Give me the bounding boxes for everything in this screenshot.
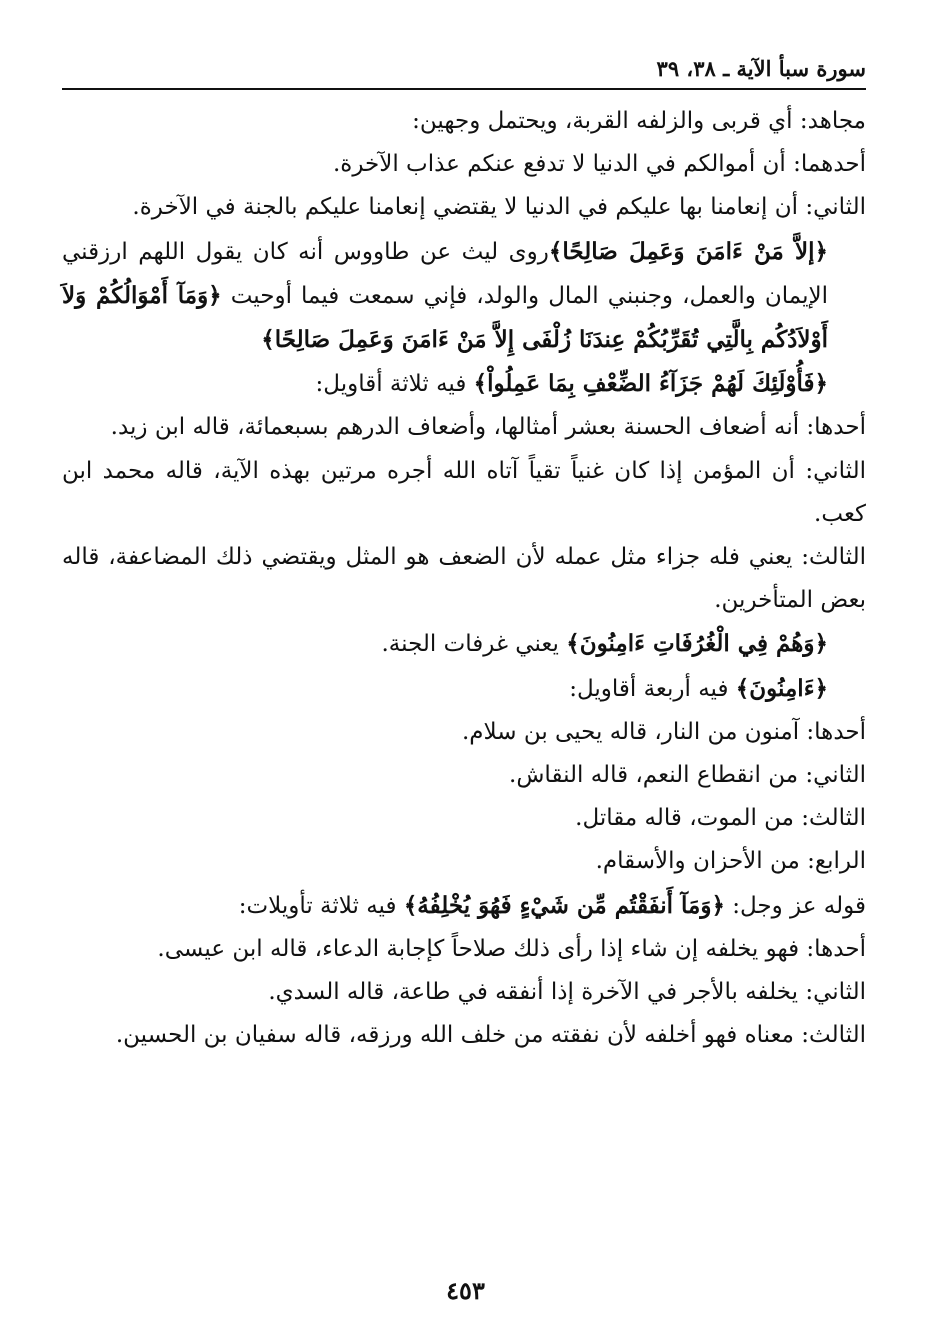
body-paragraph — [62, 1014, 866, 1057]
paragraph-text: أحدها: فهو يخلفه إن شاء إذا رأى ذلك صلاحاً كإجابة الدعاء، قاله ابن عيسى. — [157, 935, 866, 962]
paragraph-text: فيه ثلاثة أقاويل: — [315, 371, 474, 398]
body-paragraph — [62, 186, 866, 229]
paragraph-text: يعني غرفات الجنة. — [381, 631, 567, 658]
body-paragraph — [62, 928, 866, 971]
paragraph-text: أحدها: آمنون من النار، قاله يحيى بن سلام. — [461, 718, 866, 745]
paragraph-text: الثاني: أن إنعامنا بها عليكم في الدنيا لا يقتضي إنعامنا عليكم بالجنة في الآخرة. — [132, 194, 866, 221]
body-paragraph — [62, 667, 866, 711]
body-paragraph — [62, 884, 866, 928]
body-paragraph — [62, 536, 866, 622]
body-paragraph — [62, 797, 866, 840]
page-number: ٤٥٣ — [446, 1276, 485, 1305]
paragraph-text: الثالث: من الموت، قاله مقاتل. — [575, 805, 866, 832]
body-paragraph — [62, 100, 866, 143]
quran-verse: ﴿فَأُوْلَئِكَ لَهُمْ جَزَآءُ الضِّعْفِ بِمَا عَمِلُواْ﴾ — [473, 370, 828, 398]
header-rule — [62, 88, 866, 90]
quran-verse: ﴿ءَامِنُونَ﴾ — [735, 674, 828, 702]
body-paragraph — [62, 143, 866, 186]
quran-verse: ﴿وَهُمْ فِي الْغُرُفَاتِ ءَامِنُونَ﴾ — [566, 630, 828, 658]
body-paragraph — [62, 362, 866, 406]
body-paragraph — [62, 711, 866, 754]
paragraph-text: الثالث: معناه فهو أخلفه لأن نفقته من خلف الله ورزقه، قاله سفيان بن الحسين. — [115, 1022, 866, 1049]
paragraph-text: الثاني: من انقطاع النعم، قاله النقاش. — [509, 762, 866, 789]
paragraph-text: قوله عز وجل: — [724, 892, 866, 919]
body-paragraph — [62, 754, 866, 797]
body-paragraph — [62, 971, 866, 1014]
paragraph-text: مجاهد: أي قربى والزلفه القربة، ويحتمل وجهين: — [412, 108, 866, 134]
quran-verse: ﴿إلاَّ مَنْ ءَامَنَ وَعَمِلَ صَالِحًا﴾ — [548, 237, 828, 265]
body-paragraph — [62, 622, 866, 666]
paragraph-text: أحدها: أنه أضعاف الحسنة بعشر أمثالها، وأضعاف الدرهم بسبعمائة، قاله ابن زيد. — [110, 414, 866, 441]
running-head-title: سورة سبأ الآية ـ ٣٨، ٣٩ — [656, 56, 866, 81]
paragraph-text: الثاني: يخلفه بالأجر في الآخرة إذا أنفقه في طاعة، قاله السدي. — [268, 979, 866, 1006]
body-text — [62, 100, 866, 1057]
paragraph-text: الثاني: أن المؤمن إذا كان غنياً تقياً آتاه الله أجره مرتين بهذه الآية، قاله محمد ابن كعب. — [62, 457, 866, 527]
body-paragraph — [62, 406, 866, 449]
body-paragraph — [62, 230, 866, 363]
paragraph-text: الرابع: من الأحزان والأسقام. — [595, 848, 866, 875]
quran-verse: ﴿وَمَآ أَنفَقْتُم مِّن شَيْءٍ فَهُوَ يُخْلِفُهُ﴾ — [403, 891, 725, 919]
body-paragraph — [62, 450, 866, 536]
paragraph-text: أحدهما: أن أموالكم في الدنيا لا تدفع عنكم عذاب الآخرة. — [332, 151, 866, 178]
quran-verse: ﴿وَمَآ أَمْوَالُكُمْ وَلاَ أَوْلاَدُكُم بِالَّتِي تُقَرِّبُكُمْ عِندَنَا زُلْفَى إِلاَّ مَنْ ءَامَنَ وَعَمِلَ صَالِحًا﴾ — [62, 281, 828, 354]
paragraph-text: الثالث: يعني فله جزاء مثل عمله لأن الضعف هو المثل ويقتضي ذلك المضاعفة، قاله بعض المتأخرين. — [62, 544, 866, 614]
paragraph-text: فيه ثلاثة تأويلات: — [238, 892, 404, 919]
body-paragraph — [62, 840, 866, 883]
running-head — [62, 52, 866, 86]
paragraph-text: فيه أربعة أقاويل: — [569, 675, 736, 702]
paragraph-text: روى ليث عن طاووس أنه كان يقول اللهم ارزقني الإيمان والعمل، وجنبني المال والولد، فإني سمعت فيما أوحيت — [62, 238, 828, 309]
